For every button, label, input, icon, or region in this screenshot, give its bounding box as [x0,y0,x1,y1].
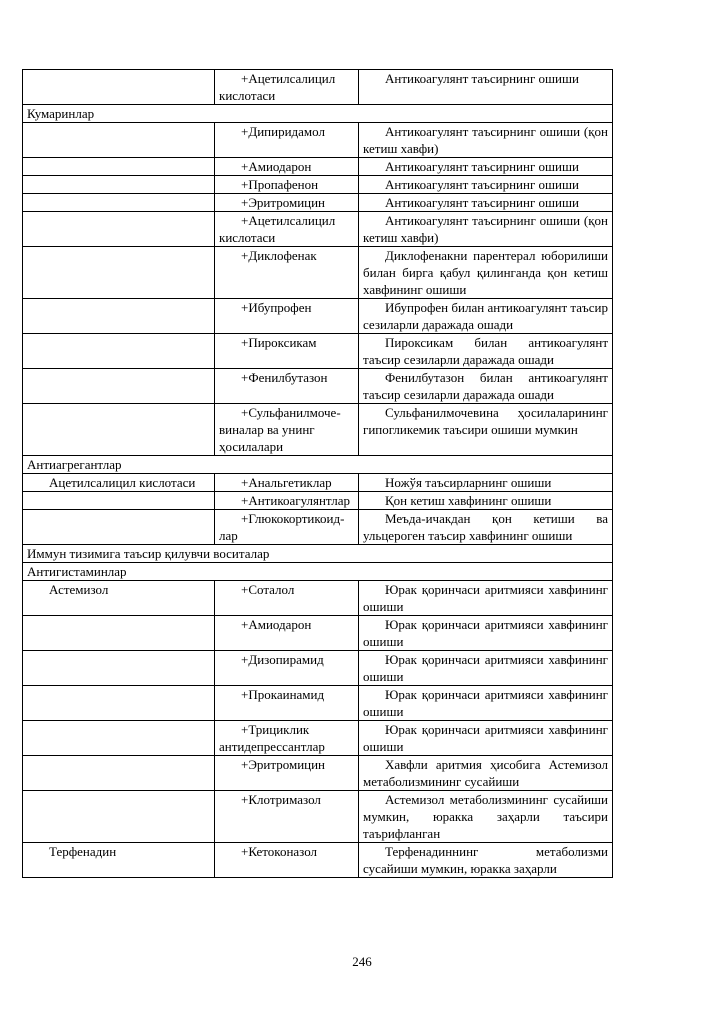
effect-cell: Юрак қоринчаси аритмияси хавфининг ошиши [359,686,613,721]
drug-cell [23,334,215,369]
section-heading: Иммун тизимига таъсир қилувчи воситалар [23,545,613,563]
effect-cell: Диклофенакни парентерал юборилиши билан бирга қабул қилинганда қон кетиш хавфининг ошиши [359,247,613,299]
interacting-drug-cell: +Фенилбутазон [215,369,359,404]
drug-cell [23,194,215,212]
table-row [23,70,613,105]
effect-cell: Сульфанилмочевина ҳосилаларининг гипогликемик таъсири ошиши мумкин [359,404,613,456]
page-number: 246 [352,954,372,969]
interacting-drug-cell: +Прокаинамид [215,686,359,721]
table-row [23,843,613,878]
table-row [23,176,613,194]
interacting-drug-cell: +Ибупрофен [215,299,359,334]
table-row [23,247,613,299]
table-row [23,123,613,158]
effect-cell: Астемизол метаболизмининг сусайиши мумкин, юракка заҳарли таъсири таърифланган [359,791,613,843]
effect-cell: Антикоагулянт таъсирнинг ошиши [359,194,613,212]
table-row [23,492,613,510]
effect-cell: Ибупрофен билан антикоагулянт таъсир сезиларли даражада ошади [359,299,613,334]
interacting-drug-cell: +Ацетилсалицил кислотаси [215,70,359,105]
interacting-drug-cell: +Дизопирамид [215,651,359,686]
table-row [23,616,613,651]
interacting-drug-cell: +Амиодарон [215,158,359,176]
effect-cell: Фенилбутазон билан антикоагулянт таъсир сезиларли даражада ошади [359,369,613,404]
effect-cell: Терфенадиннинг метаболизми сусайиши мумкин, юракка заҳарли [359,843,613,878]
effect-cell: Антикоагулянт таъсирнинг ошиши (қон кетиш хавфи) [359,212,613,247]
effect-cell: Юрак қоринчаси аритмияси хавфининг ошиши [359,581,613,616]
table-row [23,686,613,721]
effect-cell: Юрак қоринчаси аритмияси хавфининг ошиши [359,721,613,756]
interacting-drug-cell: +Глюкокортикоид-лар [215,510,359,545]
drug-cell [23,299,215,334]
drug-cell [23,212,215,247]
drug-cell [23,158,215,176]
table-row [23,581,613,616]
effect-cell: Юрак қоринчаси аритмияси хавфининг ошиши [359,616,613,651]
interacting-drug-cell: +Амиодарон [215,616,359,651]
drug-cell: Ацетилсалицил кислотаси [23,474,215,492]
interacting-drug-cell: +Антикоагулянтлар [215,492,359,510]
interacting-drug-cell: +Соталол [215,581,359,616]
drug-cell [23,721,215,756]
section-heading: Антиагрегантлар [23,456,613,474]
section-row [23,456,613,474]
drug-cell [23,492,215,510]
interacting-drug-cell: +Дипиридамол [215,123,359,158]
interacting-drug-cell: +Пропафенон [215,176,359,194]
interacting-drug-cell: +Трициклик антидепрессантлар [215,721,359,756]
drug-cell [23,651,215,686]
effect-cell: Антикоагулянт таъсирнинг ошиши [359,70,613,105]
interacting-drug-cell: +Эритромицин [215,756,359,791]
drug-cell [23,70,215,105]
interacting-drug-cell: +Клотримазол [215,791,359,843]
drug-cell [23,369,215,404]
effect-cell: Антикоагулянт таъсирнинг ошиши [359,158,613,176]
section-row [23,105,613,123]
section-heading: Антигистаминлар [23,563,613,581]
interacting-drug-cell: +Пироксикам [215,334,359,369]
table-row [23,369,613,404]
drug-cell [23,616,215,651]
drug-cell [23,791,215,843]
table-row [23,651,613,686]
interacting-drug-cell: +Сульфанилмоче-виналар ва унинг ҳосилалари [215,404,359,456]
table-row [23,791,613,843]
effect-cell: Пироксикам билан антикоагулянт таъсир сезиларли даражада ошади [359,334,613,369]
table-row [23,194,613,212]
table-row [23,404,613,456]
table-row [23,299,613,334]
interacting-drug-cell: +Кетоконазол [215,843,359,878]
section-row [23,545,613,563]
effect-cell: Антикоагулянт таъсирнинг ошиши (қон кетиш хавфи) [359,123,613,158]
drug-cell [23,686,215,721]
table-row [23,158,613,176]
effect-cell: Антикоагулянт таъсирнинг ошиши [359,176,613,194]
drug-cell [23,247,215,299]
effect-cell: Меъда-ичакдан қон кетиши ва ульцероген таъсир хавфининг ошиши [359,510,613,545]
effect-cell: Ножўя таъсирларнинг ошиши [359,474,613,492]
interacting-drug-cell: +Анальгетиклар [215,474,359,492]
effect-cell: Қон кетиш хавфининг ошиши [359,492,613,510]
drug-cell [23,510,215,545]
drug-cell [23,404,215,456]
effect-cell: Юрак қоринчаси аритмияси хавфининг ошиши [359,651,613,686]
section-heading: Кумаринлар [23,105,613,123]
drug-cell: Терфенадин [23,843,215,878]
section-row [23,563,613,581]
drug-cell [23,176,215,194]
interaction-table [22,69,613,878]
effect-cell: Хавфли аритмия ҳисобига Астемизол метаболизмининг сусайиши [359,756,613,791]
table-row [23,721,613,756]
table-row [23,334,613,369]
interacting-drug-cell: +Диклофенак [215,247,359,299]
interacting-drug-cell: +Эритромицин [215,194,359,212]
table-row [23,756,613,791]
table-row [23,474,613,492]
drug-cell: Астемизол [23,581,215,616]
interaction-table-body [23,70,613,878]
drug-cell [23,123,215,158]
table-row [23,510,613,545]
interacting-drug-cell: +Ацетилсалицил кислотаси [215,212,359,247]
drug-cell [23,756,215,791]
table-row [23,212,613,247]
